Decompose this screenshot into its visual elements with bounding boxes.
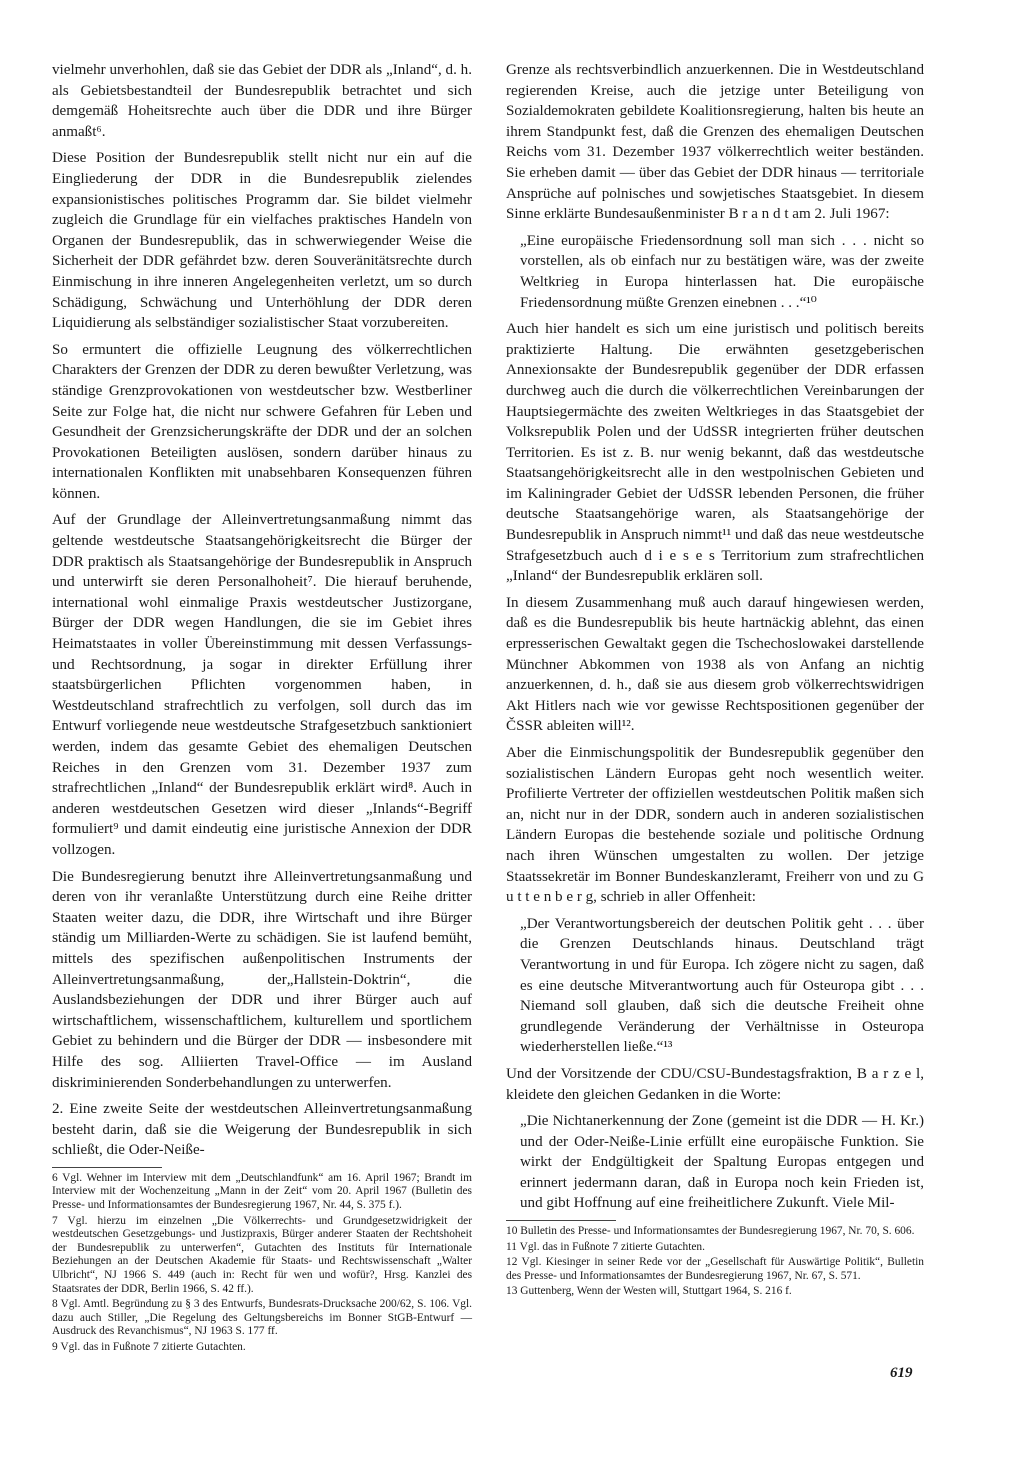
block-quote: „Die Nichtanerkennung der Zone (gemeint ist die DDR — H. Kr.) und der Oder-Neiße-Linie erfüllt eine europäische Funktion. Sie wirkt der Endgültigkeit der Spaltung Europas entgegen und erinnert jedermann daran, daß in Europa noch kein Frieden ist, und gibt Hoffnung auf eine freiheitlichere Zukunft. Viele Mil- [520,1113,924,1212]
body-paragraph: Auch hier handelt es sich um eine juristisch und politisch bereits praktizierte Haltung. Die erwähnten gesetzgeberischen Annexionsakte der Bundesrepublik gegenüber der DDR erfassen durchweg auch die durch die völkerrechtlichen Vereinbarungen der Hauptsiegermächte des zweiten Weltkrieges in das Staatsgebiet der Volksrepublik Polen und der UdSSR integrierten früher deutschen Territorien. Es ist z. B. nur wenig bekannt, daß das westdeutsche Staatsangehörigkeitsrecht alle in den westpolnischen Gebieten und im Kaliningrader Gebiet der UdSSR lebenden Personen, die früher deutsche Staatsangehörige waren, als Staatsangehörige der Bundesrepublik in Anspruch nimmt¹¹ und daß das neue westdeutsche Strafgesetzbuch auch d i e s e s Territorium zum strafrechtlichen „Inland“ der Bundesrepublik erklären soll. [506,321,924,585]
footnote: 13 Guttenberg, Wenn der Westen will, Stuttgart 1964, S. 216 f. [506,1285,792,1298]
footnote-divider [52,1167,162,1168]
block-quote: „Der Verantwortungsbereich der deutschen Politik geht . . . über die Grenzen Deutschlands hinaus. Deutschland trägt Verantwortung in und für Europa. Ich zögere nicht zu sagen, daß es eine deutsche Mitverantwortung auch für Osteuropa gibt . . . Niemand soll glauben, daß sich die deutsche Freiheit ohne grundlegende Veränderung der Verhältnisse in Osteuropa wiederherstellen ließe.“¹³ [520,915,924,1056]
body-paragraph: 2. Eine zweite Seite der westdeutschen Alleinvertretungsanmaßung besteht darin, daß sie die Weigerung der Bundesrepublik in sich schließt, die Oder-Neiße- [52,1101,472,1159]
footnote: 9 Vgl. das in Fußnote 7 zitierte Gutachten. [52,1341,246,1353]
footnote-divider [506,1220,616,1221]
footnote: 8 Vgl. Amtl. Begründung zu § 3 des Entwurfs, Bundesrats-Drucksache 200/62, S. 106. Vgl. dazu auch Stiller, „Die Regelung des Geltungsbereichs im Bonner StGB-Entwurf — Ausdruck des Revanchismus“, NJ 1963 S. 177 ff. [52,1298,472,1338]
body-paragraph: Und der Vorsitzende der CDU/CSU-Bundestagsfraktion, B a r z e l, kleidete den gleichen Gedanken in die Worte: [506,1065,924,1103]
body-paragraph: Diese Position der Bundesrepublik stellt nicht nur ein auf die Eingliederung der DDR in die Bundesrepublik zielendes expansionistisches politisches Programm dar. Sie bildet vielmehr zugleich die Grundlage für ein vielfaches praktisches Handeln von Organen der Bundesrepublik, das in schwerwiegender Weise die Sicherheit der DDR gefährdet bzw. deren Souveränitätsrechte durch Einmischung in ihre inneren Angelegenheiten verletzt, um so durch Schädigung, Schwächung und Unterhöhlung der DDR deren Liquidierung als selbständiger sozialistischer Staat vorzubereiten. [52,150,472,332]
footnote: 6 Vgl. Wehner im Interview mit dem „Deutschlandfunk“ am 16. April 1967; Brandt im Interview mit der Wochenzeitung „Mann in der Zeit“ vom 20. April 1967 (Bulletin des Presse- und Informationsamtes der Bundesregierung 1967, Nr. 44, S. 375 f.). [52,1171,472,1212]
footnote: 7 Vgl. hierzu im einzelnen „Die Völkerrechts- und Grundgesetzwidrigkeit der westdeutschen Gesetzgebungs- und Justizpraxis, Bürger anderer Staaten der Rechtshoheit der Bundesrepublik zu unterwerfen“, Gutachten des Instituts für Internationale Beziehungen an der Deutschen Akademie für Staats- und Rechtswissenschaft „Walter Ulbricht“, NJ 1966 S. 449 (auch in: Recht für wen und wofür?, Hrsg. Kanzlei des Staatsrates der DDR, Berlin 1966, S. 42 ff.). [52,1214,472,1295]
body-paragraph: vielmehr unverhohlen, daß sie das Gebiet der DDR als „Inland“, d. h. als Gebietsbestandteil der Bundesrepublik betrachtet und sich demgemäß Hoheitsrechte auch über die DDR und ihre Bürger anmaßt⁶. [52,62,472,140]
footnote: 12 Vgl. Kiesinger in seiner Rede vor der „Gesellschaft für Auswärtige Politik“, Bulletin des Presse- und Informationsamtes der Bundesregierung 1967, Nr. 67, S. 571. [506,1256,924,1282]
body-paragraph: Aber die Einmischungspolitik der Bundesrepublik gegenüber den sozialistischen Ländern Europas geht noch wesentlich weiter. Profilierte Vertreter der offiziellen westdeutschen Politik maßen sich an, nicht nur in der DDR, sondern auch in anderen sozialistischen Ländern Europas die bestehende soziale und politische Ordnung nach ihren Wünschen umgestalten zu wollen. Der jetzige Staatssekretär im Bonner Bundeskanzleramt, Freiherr von und zu G u t t e n b e r g, schrieb in aller Offenheit: [506,745,924,906]
body-paragraph: So ermuntert die offizielle Leugnung des völkerrechtlichen Charakters der Grenzen der DDR zu deren bewußter Verletzung, was ständige Grenzprovokationen von westdeutscher bzw. Westberliner Seite zur Folge hat, die nicht nur schwere Gefahren für Leben und Gesundheit der Grenzsicherungskräfte der DDR und der an solchen Provokationen Beteiligten auslösen, sondern darüber hinaus zu internationalen Konflikten mit unabsehbaren Konsequenzen führen können. [52,341,472,502]
body-paragraph: In diesem Zusammenhang muß auch darauf hingewiesen werden, daß es die Bundesrepublik bis heute hartnäckig ablehnt, das einen erpresserischen Gewaltakt gegen die Tschechoslowakei darstellende Münchner Abkommen von 1938 als von Anfang an nichtig anzuerkennen, d. h., daß sie aus diesem grob völkerrechtswidrigen Akt Hitlers nach wie vor gewisse Rechtspositionen gegenüber der ČSSR ableiten will¹². [506,594,924,735]
body-paragraph: Grenze als rechtsverbindlich anzuerkennen. Die in Westdeutschland regierenden Kreise, auch die jetzige unter Beteiligung von Sozialdemokraten gebildete Koalitionsregierung, halten bis heute an ihrem Standpunkt fest, daß die Grenzen des ehemaligen Deutschen Reichs vom 31. Dezember 1937 völkerrechtlich weiter beständen. Sie erheben damit — über das Gebiet der DDR hinaus — territoriale Ansprüche auf polnisches und sowjetisches Staatsgebiet. In diesem Sinne erklärte Bundesaußenminister B r a n d t am 2. Juli 1967: [506,62,924,223]
footnote: 11 Vgl. das in Fußnote 7 zitierte Gutachten. [506,1240,705,1253]
right-column [506,60,924,1301]
body-paragraph: Auf der Grundlage der Alleinvertretungsanmaßung nimmt das geltende westdeutsche Staatsangehörigkeitsrecht die Bürger der DDR praktisch als Staatsangehörige der Bundesrepublik in Anspruch und unterwirft sie deren Personalhoheit⁷. Die hierauf beruhende, international wohl einmalige Praxis westdeutscher Justizorgane, Bürger der DDR wegen Handlungen, die sie im Gebiet ihres Heimatstaates in voller Übereinstimmung mit dessen Verfassungs- und Rechtsordnung, ja sogar in direkter Erfüllung ihrer staatsbürgerlichen Pflichten vorgenommen haben, in Westdeutschland strafrechtlich zu verfolgen, soll durch das im Entwurf vorliegende neue westdeutsche Strafgesetzbuch sanktioniert werden, indem das gesamte Gebiet des ehemaligen Deutschen Reiches in den Grenzen vom 31. Dezember 1937 zum strafrechtlichen „Inland“ der Bundesrepublik erklärt wird⁸. Auch in anderen westdeutschen Gesetzen wird dieser „Inlands“-Begriff formuliert⁹ und damit eindeutig eine juristische Annexion der DDR vollzogen. [52,512,472,858]
page-number: 619 [890,1365,913,1381]
footnote: 10 Bulletin des Presse- und Informationsamtes der Bundesregierung 1967, Nr. 70, S. 606. [506,1225,915,1238]
left-column [52,60,472,1357]
body-paragraph: Die Bundesregierung benutzt ihre Alleinvertretungsanmaßung und deren von ihr veranlaßte Unterstützung durch eine Reihe dritter Staaten weiter dazu, die DDR, ihre Wirtschaft und ihre Bürger ständig um Milliarden-Werte zu schädigen. Sie ist laufend bemüht, mittels des spezifischen außenpolitischen Instruments der Alleinvertretungsanmaßung, der„Hallstein-Doktrin“, die Auslandsbeziehungen der DDR und ihrer Bürger auch auf wirtschaftlichem, wissenschaftlichem, kulturellem und sportlichem Gebiet zu behindern und die Bürger der DDR — insbesondere mit Hilfe des sog. Alliierten Travel-Office — im Ausland diskriminierenden Sonderbehandlungen zu unterwerfen. [52,868,472,1091]
block-quote: „Eine europäische Friedensordnung soll man sich . . . nicht so vorstellen, als ob einfach nur zu bestätigen wäre, was der zweite Weltkrieg in Europa hinterlassen hat. Die europäische Friedensordnung müßte Grenzen einebnen . . .“¹⁰ [520,232,924,311]
